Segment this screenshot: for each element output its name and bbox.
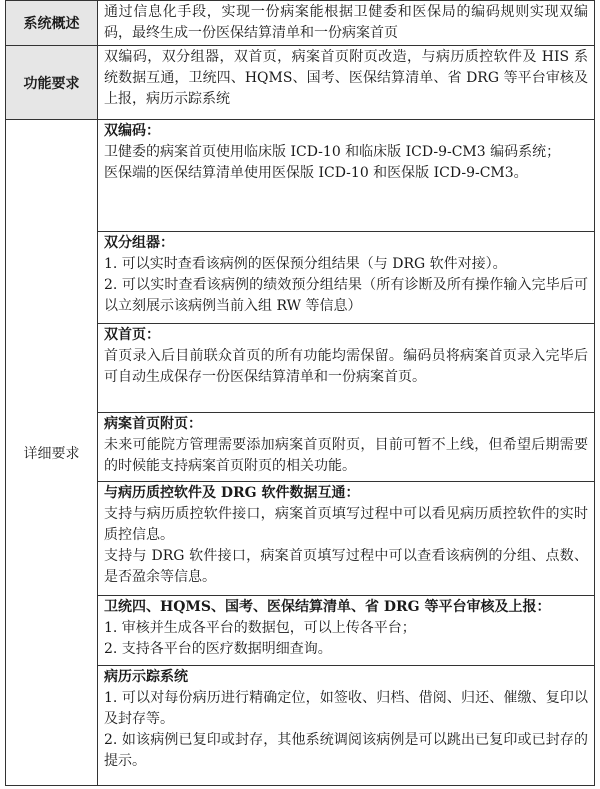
section-line: 2. 可以实时查看该病例的绩效预分组结果（所有诊断及所有操作输入完毕后可以立刻展示该病例当前入组 RW 等信息） [104,277,588,314]
detail-section [98,666,595,786]
functions-text [98,46,595,120]
detail-section [98,413,595,482]
section-title: 病历示踪系统 [104,669,188,685]
functions-label: 功能要求 [6,46,98,120]
section-title: 双分组器： [104,235,174,251]
overview-label: 系统概述 [6,1,98,46]
section-line: 支持与 DRG 软件接口，病案首页填写过程中可以查看该病例的分组、点数、是否盈余等信息。 [104,548,588,585]
overview-text-content: 通过信息化手段，实现一份病案能根据卫健委和医保局的编码规则实现双编码，最终生成一份医保结算清单和一份病案首页 [104,4,588,41]
requirements-table [5,0,595,786]
section-line: 2. 如该病例已复印或封存，其他系统调阅该病例是可以跳出已复印或已封存的提示。 [104,732,588,769]
overview-text [98,1,595,46]
section-title: 卫统四、HQMS、国考、医保结算清单、省 DRG 等平台审核及上报： [104,599,551,615]
functions-row [6,46,595,120]
section-line: 2. 支持各平台的医疗数据明细查询。 [104,641,332,657]
detail-row-0 [6,120,595,232]
detail-section [98,324,595,413]
section-line: 1. 可以对每份病历进行精确定位，如签收、归档、借阅、归还、催缴、复印以及封存等。 [104,690,588,727]
section-line: 1. 可以实时查看该病例的医保预分组结果（与 DRG 软件对接）。 [104,256,507,272]
section-line: 支持与病历质控软件接口，病案首页填写过程中可以看见病历质控软件的实时质控信息。 [104,506,588,543]
detail-section [98,596,595,666]
detail-section [98,482,595,596]
section-title: 双首页： [104,327,160,343]
functions-text-content: 双编码，双分组器，双首页，病案首页附页改造，与病历质控软件及 HIS 系统数据互通，卫统四、HQMS、国考、医保结算清单、省 DRG 等平台审核及上报，病历示踪系统 [104,49,588,107]
detail-section [98,120,595,232]
section-line: 未来可能院方管理需要添加病案首页附页，目前可暂不上线，但希望后期需要的时候能支持病案首页附页的相关功能。 [104,437,588,474]
overview-row [6,1,595,46]
details-label: 详细要求 [6,120,98,786]
section-line: 1. 审核并生成各平台的数据包，可以上传各平台； [104,620,416,636]
section-line: 首页录入后目前联众首页的所有功能均需保留。编码员将病案首页录入完毕后可自动生成保存一份医保结算清单和一份病案首页。 [104,348,588,385]
section-title: 双编码： [104,123,160,139]
detail-section [98,232,595,324]
section-line: 卫健委的病案首页使用临床版 ICD-10 和临床版 ICD-9-CM3 编码系统； [104,144,561,160]
section-line: 医保端的医保结算清单使用医保版 ICD-10 和医保版 ICD-9-CM3。 [104,165,528,181]
section-title: 与病历质控软件及 DRG 软件数据互通： [104,485,360,501]
section-title: 病案首页附页： [104,416,202,432]
